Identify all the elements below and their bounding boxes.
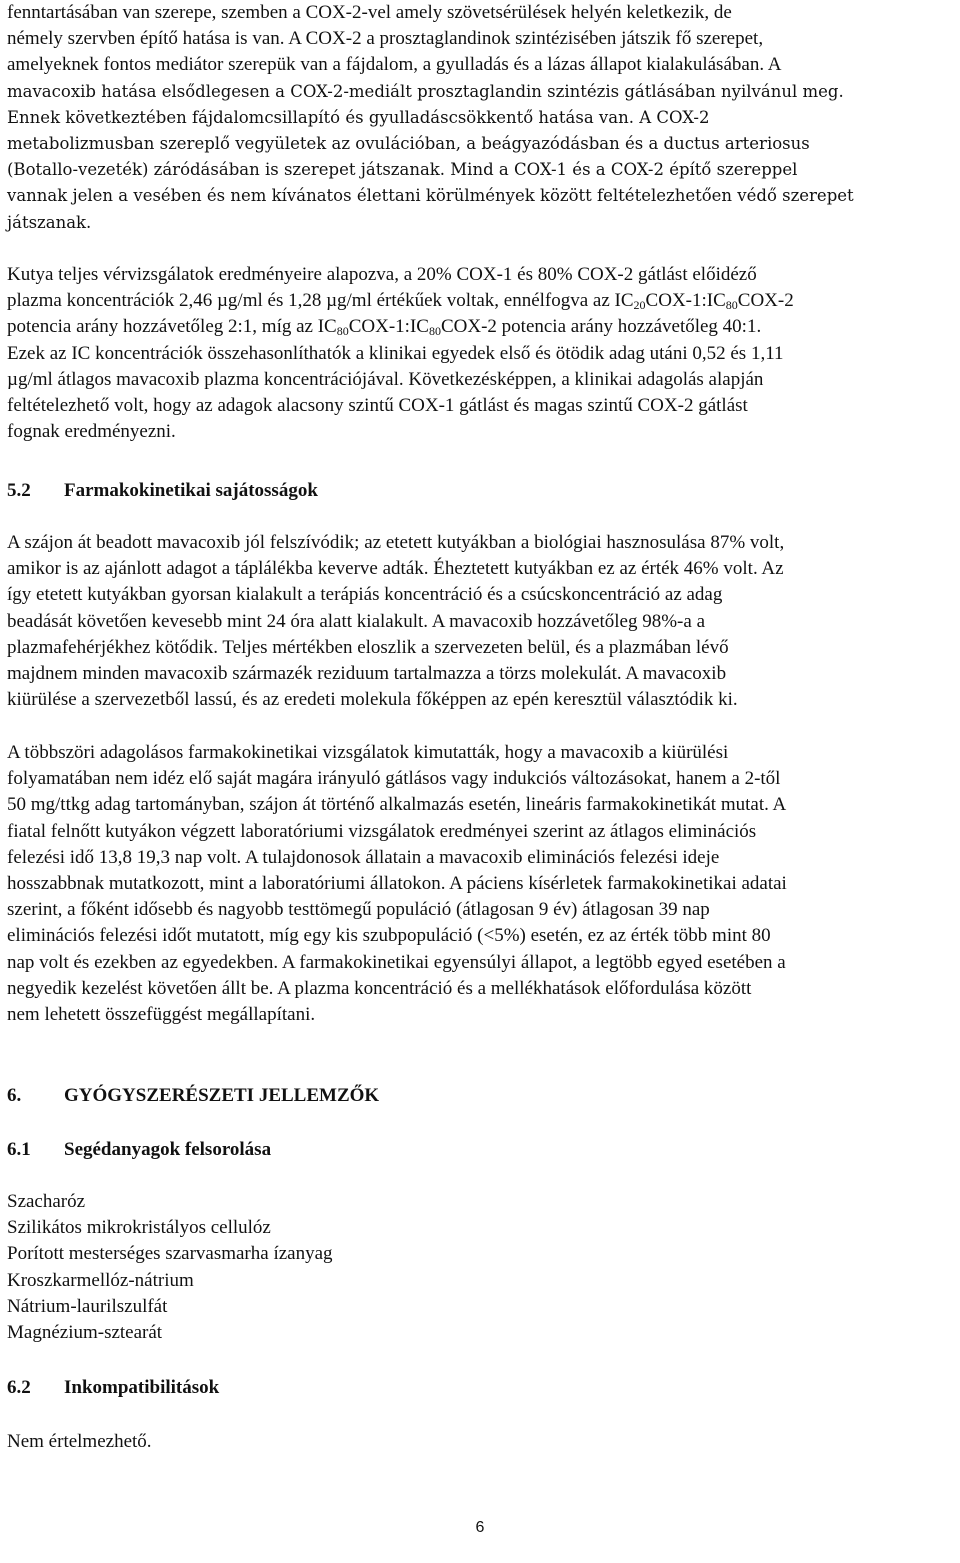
text-line: Ezek az IC koncentrációk összehasonlíthatók a klinikai egyedek első és ötödik adag utáni 0,52 és 1,11: [7, 342, 784, 364]
subscript: 80: [428, 324, 441, 339]
text-line: majdnem minden mavacoxib származék reziduum tartalmazza a törzs molekulát. A mavacoxib: [7, 663, 727, 685]
text-line: beadását követően kevesebb mint 24 óra alatt kialakult. A mavacoxib hozzávetőleg 98%-a a: [7, 610, 705, 632]
text-line: felezési idő 13,8 19,3 nap volt. A tulajdonosok állatain a mavacoxib eliminációs felezési ideje: [7, 846, 720, 868]
text-fragment: COX-2: [737, 290, 794, 312]
text-line: Ennek következtében fájdalomcsillapító és gyulladáscsökkentő hatása van. A COX-2: [7, 107, 710, 127]
list-item: Nátrium-laurilszulfát: [7, 1295, 168, 1317]
text-line: fiatal felnőtt kutyákon végzett laboratóriumi vizsgálatok eredményei szerint az átlagos eliminációs: [7, 820, 757, 842]
text-line: szerint, a főként idősebb és nagyobb testtömegű populáció (átlagosan 9 év) átlagosan 39 nap: [7, 899, 710, 921]
section-title: Segédanyagok felsorolása: [64, 1139, 272, 1160]
text-line: némely szervben építő hatása is van. A COX-2 a prosztaglandinok szintézisében játszik fő szerepet,: [7, 28, 764, 50]
text-fragment: COX-1:IC: [348, 316, 429, 338]
list-item: Szacharóz: [7, 1191, 86, 1212]
subscript: 80: [336, 324, 349, 339]
section-number: 6.2: [7, 1377, 31, 1398]
text-line: játszanak.: [7, 212, 92, 232]
section-title: Farmakokinetikai sajátosságok: [64, 480, 318, 501]
section-title: GYÓGYSZERÉSZETI JELLEMZŐK: [64, 1085, 380, 1106]
section-heading-6-2: [7, 1375, 219, 1401]
text-line: így etetett kutyákban gyorsan kialakult a terápiás koncentráció és a csúcskoncentráció az adag: [7, 584, 723, 606]
section-heading-5-2: [7, 478, 318, 504]
text-line: hosszabbnak mutatkozott, mint a laboratóriumi állatokon. A páciens kísérletek farmakokinetikai adatai: [7, 873, 787, 895]
text-fragment: potencia arány hozzávetőleg 2:1, míg az IC: [7, 316, 337, 338]
text-line: [7, 288, 794, 314]
text-line: amelyeknek fontos mediátor szerepük van a fájdalom, a gyulladás és a lázas állapot kialakulásában. A: [7, 54, 782, 76]
paragraph-cox-role: [7, 0, 854, 236]
text-line: fenntartásában van szerepe, szemben a COX-2-vel amely szövetsérülések helyén keletkezik, de: [7, 2, 732, 23]
text-line: nem lehetett összefüggést megállapítani.: [7, 1004, 316, 1026]
paragraph-multiple-dosing: [7, 740, 787, 1028]
page-number: 6: [475, 1519, 485, 1536]
list-item: Porított mesterséges szarvasmarha ízanyag: [7, 1243, 333, 1265]
text-line: [7, 314, 794, 340]
subscript: 80: [725, 298, 738, 313]
list-item: Kroszkarmellóz-nátrium: [7, 1269, 194, 1291]
text-line: fognak eredményezni.: [7, 421, 176, 443]
text-line: (Botallo-vezeték) záródásában is szerepet játszanak. Mind a COX-1 és a COX-2 építő szereppel: [7, 160, 798, 180]
text-fragment: COX-2 potencia arány hozzávetőleg 40:1.: [440, 316, 762, 338]
subscript: 20: [633, 298, 646, 313]
paragraph-absorption: [7, 530, 784, 713]
text-line: plazmafehérjékhez kötődik. Teljes mértékben eloszlik a szervezeten belül, és a plazmában lévő: [7, 636, 729, 658]
list-item: Magnézium-sztearát: [7, 1322, 163, 1344]
section-number: 6.1: [7, 1139, 31, 1160]
text-line: feltételezhető volt, hogy az adagok alacsony szintű COX-1 gátlást és magas szintű COX-2 gátlást: [7, 395, 748, 417]
text-line: vannak jelen a vesében és nem kívánatos élettani körülmények között feltételezhetően védő szerepet: [7, 186, 854, 206]
text-line: amikor is az ajánlott adagot a táplálékba keverve adták. Éheztetett kutyákban ez az érték 46% volt. Az: [7, 558, 784, 580]
text-line: 50 mg/ttkg adag tartományban, szájon át történő alkalmazás esetén, lineáris farmakokinetikát mutat. A: [7, 794, 787, 816]
text-fragment: plazma koncentrációk 2,46 µg/ml és 1,28 µg/ml értékűek voltak, ennélfogva az IC: [7, 290, 634, 312]
text-line: nap volt és ezekben az egyedekben. A farmakokinetikai egyensúlyi állapot, a legtöbb egyed esetében a: [7, 951, 786, 973]
text-line: metabolizmusban szereplő vegyületek az ovulációban, a beágyazódásban és a ductus arteriosus: [7, 134, 810, 154]
text-line: eliminációs felezési időt mutatott, míg egy kis szubpopuláció (<5%) esetén, ez az érték több mint 80: [7, 925, 771, 947]
section-heading-6: [7, 1083, 379, 1109]
section-number: 5.2: [7, 480, 31, 501]
text-line: Kutya teljes vérvizsgálatok eredményeire alapozva, a 20% COX-1 és 80% COX-2 gátlást előidéző: [7, 264, 757, 285]
paragraph-blood-tests: [7, 262, 794, 445]
text-line: kiürülése a szervezetből lassú, és az eredeti molekula főképpen az epén keresztül választódik ki.: [7, 689, 738, 711]
text-line: negyedik kezelést követően állt be. A plazma koncentráció és a mellékhatások előfordulása között: [7, 977, 752, 999]
text-line: folyamatában nem idéz elő saját magára irányuló gátlásos vagy indukciós változásokat, hanem a 2-től: [7, 768, 781, 790]
section-number: 6.: [7, 1085, 22, 1106]
text-line: mavacoxib hatása elsődlegesen a COX-2-mediált prosztaglandin szintézis gátlásában nyilvánul meg.: [7, 81, 844, 101]
text-line: µg/ml átlagos mavacoxib plazma koncentrációjával. Következésképpen, a klinikai adagolás alapján: [7, 368, 764, 390]
list-item: Szilikátos mikrokristályos cellulóz: [7, 1217, 271, 1239]
incompatibilities-text: Nem értelmezhető.: [7, 1431, 152, 1452]
section-title: Inkompatibilitások: [64, 1377, 220, 1398]
section-heading-6-1: [7, 1137, 271, 1163]
text-line: A többszöri adagolásos farmakokinetikai vizsgálatok kimutatták, hogy a mavacoxib a kiürülési: [7, 742, 729, 763]
excipient-list: [7, 1189, 333, 1346]
text-line: A szájon át beadott mavacoxib jól felszívódik; az etetett kutyákban a biológiai hasznosulása 87% volt,: [7, 532, 785, 553]
text-fragment: COX-1:IC: [645, 290, 726, 312]
